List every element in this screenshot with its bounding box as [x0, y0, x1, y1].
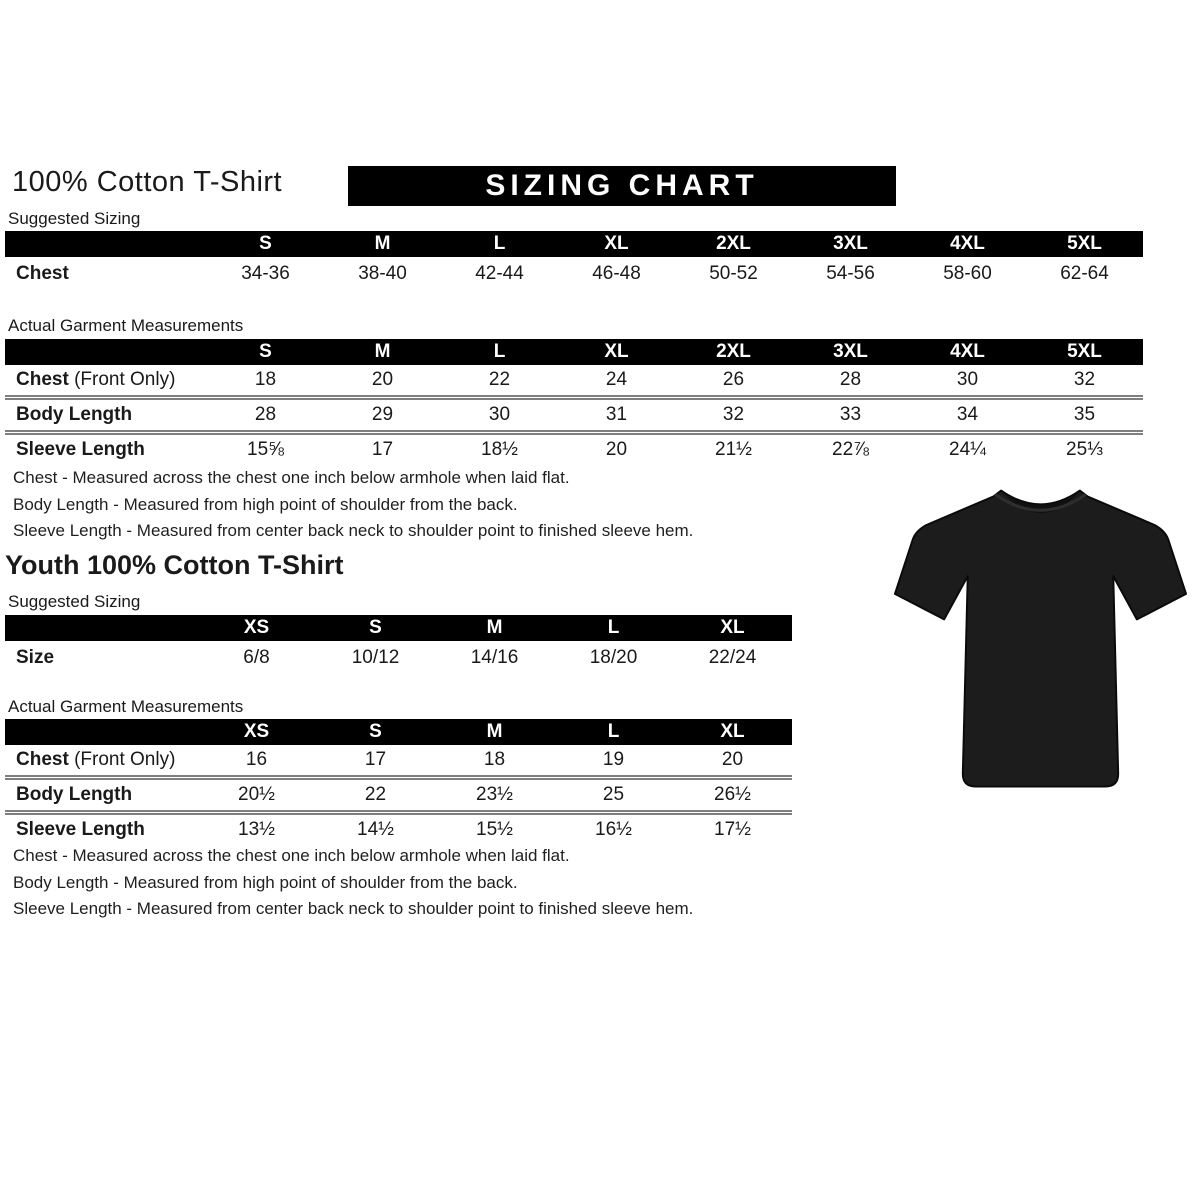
adult-note-chest: Chest - Measured across the chest one inch below armhole when laid flat. — [13, 468, 570, 487]
column-header-m: M — [486, 617, 503, 638]
youth-actual-measurements-table — [5, 719, 792, 845]
table-cell: 18/20 — [589, 646, 638, 668]
table-cell: 18½ — [481, 439, 518, 460]
table-row — [5, 745, 792, 775]
table-cell: 13½ — [238, 819, 275, 840]
table-row — [5, 810, 792, 845]
youth-note-body-length: Body Length - Measured from high point of shoulder from the back. — [13, 873, 518, 892]
sizing-chart-banner-label: SIZING CHART — [485, 169, 759, 202]
table-cell: 34 — [956, 404, 979, 425]
table-cell: 32 — [1073, 369, 1096, 390]
adult-suggested-sizing-table — [5, 231, 1143, 290]
column-header-s: S — [259, 233, 272, 254]
row-label: Chest (Front Only) — [16, 749, 176, 770]
black-tshirt-image — [893, 478, 1188, 808]
table-cell: 15½ — [476, 819, 513, 840]
table-cell: 20 — [371, 369, 394, 390]
table-cell: 18 — [254, 369, 277, 390]
row-label-text: Chest — [16, 262, 69, 284]
youth-note-sleeve-length: Sleeve Length - Measured from center back neck to shoulder point to finished sleeve hem. — [13, 899, 694, 918]
table-row — [5, 430, 1143, 465]
row-label — [5, 404, 207, 426]
row-label — [5, 439, 207, 461]
table-cell: 28 — [839, 369, 862, 390]
table-cell: 17 — [371, 439, 394, 460]
table-header-row — [5, 719, 792, 745]
column-header-xs: XS — [243, 721, 270, 742]
youth-suggested-sizing-label: Suggested Sizing — [8, 592, 141, 611]
adult-actual-measurements-table — [5, 339, 1143, 465]
row-label — [5, 647, 197, 669]
table-cell: 22⅞ — [832, 439, 869, 460]
adult-actual-measurements-label: Actual Garment Measurements — [8, 316, 244, 335]
column-header-m: M — [374, 341, 391, 362]
column-header-l: L — [493, 233, 506, 254]
table-cell: 31 — [605, 404, 628, 425]
table-cell: 50-52 — [709, 262, 758, 284]
table-cell: 18 — [483, 749, 506, 770]
table-cell: 14/16 — [470, 646, 519, 668]
table-row — [5, 775, 792, 810]
adult-suggested-sizing-label: Suggested Sizing — [8, 209, 141, 228]
column-header-xl: XL — [604, 233, 629, 254]
column-header-2xl: 2XL — [716, 341, 751, 362]
column-header-s: S — [369, 721, 382, 742]
table-cell: 29 — [371, 404, 394, 425]
table-cell: 28 — [254, 404, 277, 425]
table-cell: 34-36 — [241, 262, 290, 284]
column-header-2xl: 2XL — [716, 233, 751, 254]
row-label: Chest (Front Only) — [16, 369, 176, 390]
table-cell: 42-44 — [475, 262, 524, 284]
tshirt-icon — [893, 478, 1188, 808]
table-cell: 25⅓ — [1066, 439, 1103, 460]
table-cell: 35 — [1073, 404, 1096, 425]
table-row — [5, 365, 1143, 395]
table-row — [5, 395, 1143, 430]
table-cell: 54-56 — [826, 262, 875, 284]
table-cell: 22 — [364, 784, 387, 805]
column-header-l: L — [607, 617, 620, 638]
row-label — [5, 263, 207, 285]
table-cell: 10/12 — [351, 646, 400, 668]
table-cell: 6/8 — [243, 646, 270, 668]
table-cell: 24¼ — [949, 439, 986, 460]
row-label-text: Size — [16, 646, 55, 668]
table-header-row — [5, 339, 1143, 365]
column-header-m: M — [486, 721, 503, 742]
table-cell: 16 — [245, 749, 268, 770]
column-header-s: S — [369, 617, 382, 638]
table-cell: 58-60 — [943, 262, 992, 284]
table-cell: 22 — [488, 369, 511, 390]
row-label-text: Chest — [16, 749, 69, 770]
column-header-4xl: 4XL — [950, 233, 985, 254]
table-cell: 24 — [605, 369, 628, 390]
table-cell: 30 — [488, 404, 511, 425]
table-row — [5, 257, 1143, 290]
column-header-l: L — [493, 341, 506, 362]
row-label — [5, 784, 197, 806]
table-cell: 26½ — [714, 784, 751, 805]
column-header-xl: XL — [604, 341, 629, 362]
table-cell: 20½ — [238, 784, 275, 805]
table-cell: 25 — [602, 784, 625, 805]
youth-page-title: Youth 100% Cotton T-Shirt — [5, 550, 344, 580]
column-header-5xl: 5XL — [1067, 233, 1102, 254]
table-cell: 46-48 — [592, 262, 641, 284]
column-header-5xl: 5XL — [1067, 341, 1102, 362]
table-cell: 17½ — [714, 819, 751, 840]
youth-note-chest: Chest - Measured across the chest one inch below armhole when laid flat. — [13, 846, 570, 865]
row-label-text: Sleeve Length — [16, 819, 145, 840]
table-header-row — [5, 615, 792, 641]
table-cell: 62-64 — [1060, 262, 1109, 284]
table-row — [5, 641, 792, 674]
column-header-s: S — [259, 341, 272, 362]
youth-suggested-sizing-table — [5, 615, 792, 674]
sizing-chart-banner — [348, 166, 896, 206]
table-cell: 30 — [956, 369, 979, 390]
column-header-m: M — [374, 233, 391, 254]
table-cell: 22/24 — [708, 646, 757, 668]
adult-note-sleeve-length: Sleeve Length - Measured from center back neck to shoulder point to finished sleeve hem. — [13, 521, 694, 540]
table-cell: 14½ — [357, 819, 394, 840]
table-cell: 33 — [839, 404, 862, 425]
table-header-row — [5, 231, 1143, 257]
row-label — [5, 819, 197, 841]
row-label-text: Chest — [16, 369, 69, 390]
table-cell: 16½ — [595, 819, 632, 840]
column-header-3xl: 3XL — [833, 341, 868, 362]
table-cell: 20 — [721, 749, 744, 770]
column-header-l: L — [607, 721, 620, 742]
table-cell: 32 — [722, 404, 745, 425]
table-cell: 15⅝ — [247, 439, 284, 460]
row-label-text: Body Length — [16, 404, 133, 425]
column-header-xl: XL — [720, 721, 745, 742]
column-header-4xl: 4XL — [950, 341, 985, 362]
youth-actual-measurements-label: Actual Garment Measurements — [8, 697, 244, 716]
table-cell: 38-40 — [358, 262, 407, 284]
row-label-text: Body Length — [16, 784, 133, 805]
table-cell: 21½ — [715, 439, 752, 460]
adult-note-body-length: Body Length - Measured from high point of shoulder from the back. — [13, 495, 518, 514]
table-cell: 17 — [364, 749, 387, 770]
row-label-text: Sleeve Length — [16, 439, 145, 460]
column-header-xl: XL — [720, 617, 745, 638]
page-title: 100% Cotton T-Shirt — [12, 166, 283, 198]
table-cell: 26 — [722, 369, 745, 390]
column-header-xs: XS — [243, 617, 270, 638]
table-cell: 20 — [605, 439, 628, 460]
table-cell: 19 — [602, 749, 625, 770]
column-header-3xl: 3XL — [833, 233, 868, 254]
table-cell: 23½ — [476, 784, 513, 805]
